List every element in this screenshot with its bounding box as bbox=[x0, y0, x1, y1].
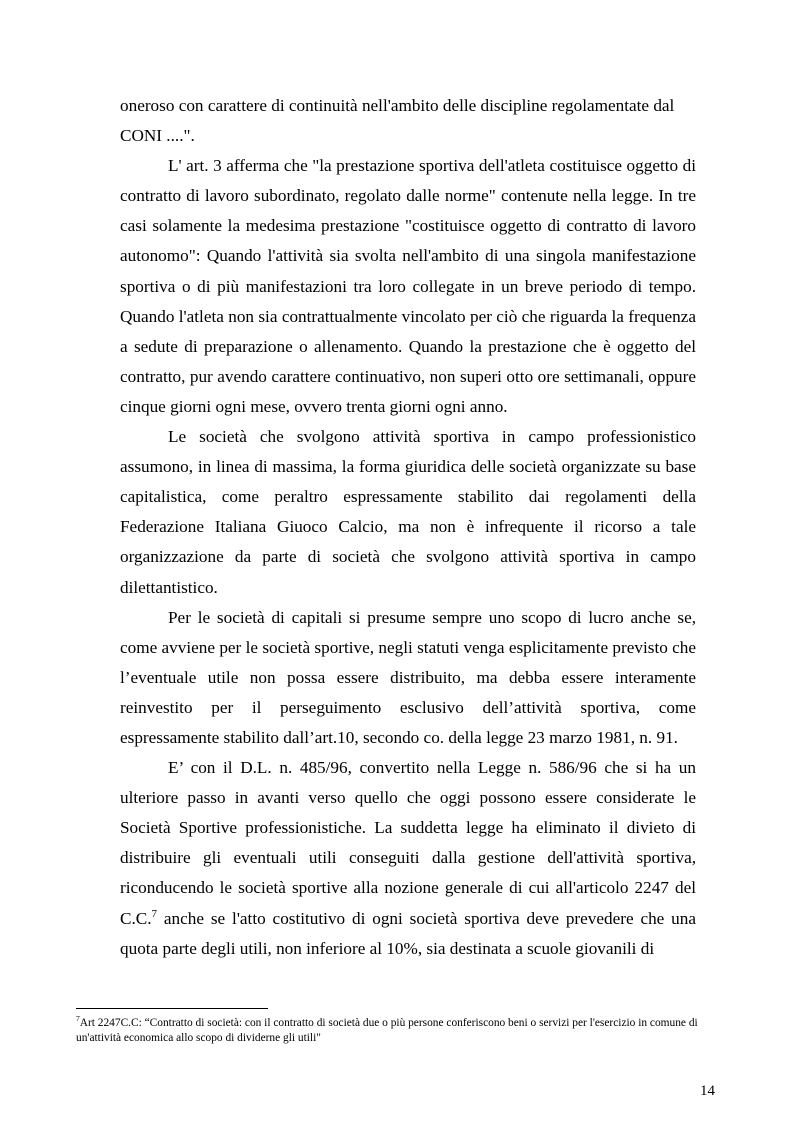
footnote-divider bbox=[76, 1008, 268, 1009]
footnote-reference[interactable]: 7 bbox=[151, 907, 158, 920]
paragraph-2: L' art. 3 afferma che "la prestazione sportiva dell'atleta costituisce oggetto di contratto di lavoro subordinato, regolato dalle norme" contenute nella legge. In tre casi solamente la medesima prestazione "costituisce oggetto di contratto di lavoro autonomo": Quando l'attività sia svolta nell'ambito di una singola manifestazione sportiva o di più manifestazioni tra loro collegate in un breve periodo di tempo. Quando l'atleta non sia contrattualmente vincolato per ciò che riguarda la frequenza a sedute di preparazione o allenamento. Quando la prestazione che è oggetto del contratto, pur avendo carattere continuativo, non superi otto ore settimanali, oppure cinque giorni ogni mese, ovvero trenta giorni ogni anno. bbox=[120, 156, 696, 416]
paragraph-3: Le società che svolgono attività sportiva in campo professionistico assumono, in linea di massima, la forma giuridica delle società organizzate su base capitalistica, come peraltro espressamente stabilito dai regolamenti della Federazione Italiana Giuoco Calcio, ma non è infrequente il ricorso a tale organizzazione da parte di società che svolgono attività sportiva in campo dilettantistico. bbox=[120, 427, 696, 597]
body-text bbox=[120, 91, 696, 964]
paragraph-1: oneroso con carattere di continuità nell'ambito delle discipline regolamentate dal CONI ....". bbox=[120, 96, 675, 146]
footnote-marker: 7 bbox=[76, 1014, 80, 1023]
paragraph-5 bbox=[120, 753, 696, 964]
footnote-text: Art 2247C.C: “Contratto di società: con il contratto di società due o più persone conferiscono beni o servizi per l'esercizio in comune di un'attività economica allo scopo di dividerne gli utili" bbox=[76, 1017, 698, 1044]
footnote bbox=[76, 1016, 716, 1046]
paragraph-4: Per le società di capitali si presume sempre uno scopo di lucro anche se, come avviene per le società sportive, negli statuti venga esplicitamente previsto che l’eventuale utile non possa essere distribuito, ma debba essere interamente reinvestito per il perseguimento esclusivo dell’attività sportiva, come espressamente stabilito dall’art.10, secondo co. della legge 23 marzo 1981, n. 91. bbox=[120, 607, 696, 747]
paragraph-5-text-end: anche se l'atto costitutivo di ogni società sportiva deve prevedere che una quota parte degli utili, non inferiore al 10%, sia destinata a scuole giovanili di bbox=[120, 908, 696, 958]
page-number: 14 bbox=[700, 1083, 715, 1099]
paragraph-5-text-start: E’ con il D.L. n. 485/96, convertito nella Legge n. 586/96 che si ha un ulteriore passo in avanti verso quello che oggi possono essere considerate le Società Sportive professionistiche. La suddetta legge ha eliminato il divieto di distribuire gli eventuali utili conseguiti dalla gestione dell'attività sportiva, riconducendo le società sportive alla nozione generale di cui all'articolo 2247 del C.C. bbox=[120, 758, 696, 928]
